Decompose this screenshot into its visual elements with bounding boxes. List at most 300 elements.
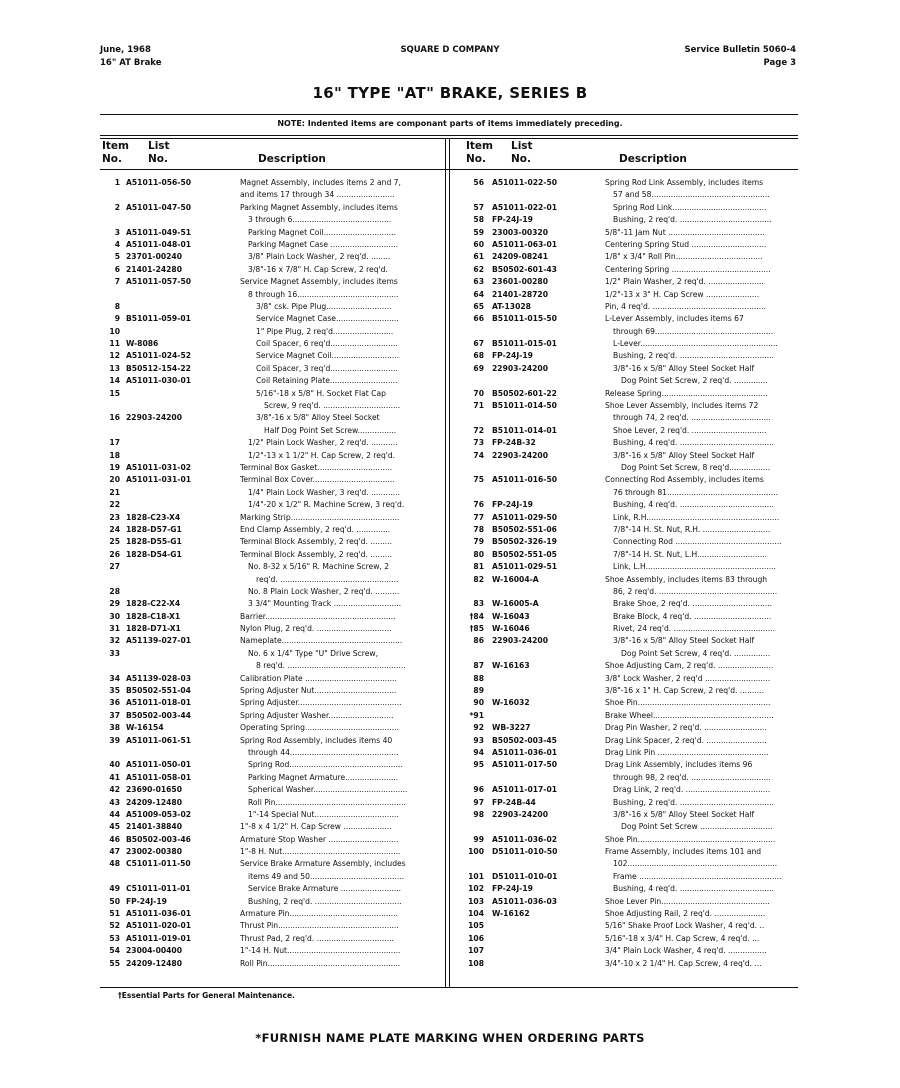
part-description: 76 through 81..............................................: [613, 487, 779, 497]
item-number: 43: [109, 797, 120, 807]
part-description: Brake Block, 4 req'd. ................................: [613, 611, 772, 621]
item-number: 46: [109, 834, 120, 844]
table-row: [462, 896, 800, 908]
table-row: [462, 301, 800, 313]
list-number: 21401-28720: [492, 289, 548, 299]
header-page: Page 3: [763, 58, 796, 68]
table-row: [98, 189, 438, 201]
item-number: 9: [114, 314, 120, 324]
item-number: 3: [114, 227, 120, 237]
item-number: 105: [468, 921, 484, 931]
table-row: [462, 561, 800, 573]
item-number: 15: [109, 388, 120, 398]
table-bottom-rule: [100, 987, 798, 988]
list-number: 22903-24200: [492, 450, 548, 460]
part-description: 3/8"-16 x 5/8" Alloy Steel Socket Half: [613, 363, 755, 373]
part-description: Shoe Lever, 2 req'd. ...............................: [613, 425, 767, 435]
header-date: June, 1968: [100, 45, 151, 55]
list-number: 21401-24280: [126, 264, 182, 274]
part-description: 1/8" x 3/4" Roll Pin....................................: [605, 252, 763, 262]
table-row: [462, 945, 800, 957]
table-row: [462, 412, 800, 424]
item-number: 5: [114, 252, 120, 262]
note-text: NOTE: Indented items are componant parts of items immediately preceding.: [277, 119, 623, 128]
part-description: Spring Rod Link.......................................: [613, 202, 767, 212]
list-number: B50502-601-43: [492, 264, 557, 274]
part-description: Frame Assembly, includes items 101 and: [605, 847, 762, 857]
table-row: [98, 883, 438, 895]
part-description: 1/2" Plain Lock Washer, 2 req'd. ...........: [248, 438, 398, 448]
table-row: [98, 685, 438, 697]
table-row: [462, 289, 800, 301]
item-number: 73: [473, 438, 484, 448]
table-row: [462, 784, 800, 796]
item-number: 10: [109, 326, 120, 336]
list-number: 1828-C18-X1: [126, 611, 181, 621]
item-number: 23: [109, 512, 120, 522]
list-number: B50502-003-45: [492, 735, 557, 745]
item-number: 96: [473, 785, 484, 795]
part-description: Roll Pin......................................................: [248, 797, 406, 807]
item-number: 47: [109, 847, 120, 857]
list-number: W-8086: [126, 339, 159, 349]
list-number: A51011-031-02: [126, 462, 192, 472]
part-description: Barrier......................................................: [240, 611, 396, 621]
part-description: Parking Magnet Case ............................: [248, 239, 399, 249]
list-number: A51011-061-51: [126, 735, 192, 745]
part-description: Bushing, 2 req'd. ....................................: [248, 896, 402, 906]
list-number: A51011-019-01: [126, 933, 192, 943]
item-number: 6: [114, 264, 120, 274]
part-description: 1/4"-20 x 1/2" R. Machine Screw, 3 req'd.: [248, 500, 405, 510]
item-number: 100: [468, 847, 484, 857]
list-number: FP-24J-19: [492, 351, 533, 361]
part-description: Shoe Adjusting Cam, 2 req'd. .......................: [605, 661, 774, 671]
item-number: 39: [109, 735, 120, 745]
table-row: [462, 239, 800, 251]
list-number: 1828-D57-G1: [126, 524, 182, 534]
part-description: req'd. .................................................: [256, 574, 399, 584]
list-number: 21401-38840: [126, 822, 182, 832]
part-description: Drag Link Assembly, includes items 96: [605, 760, 753, 770]
right-parts-list: [462, 177, 800, 970]
item-number: 79: [473, 537, 484, 547]
left-description-header: Description: [258, 153, 326, 165]
part-description: Dog Point Set Screw ..............................: [621, 822, 773, 832]
table-row: [462, 437, 800, 449]
table-row: [98, 425, 438, 437]
part-description: Pin, 4 req'd. ...............................................: [605, 301, 767, 311]
list-number: A51011-047-50: [126, 202, 192, 212]
part-description: Drag Link Pin ..............................................: [605, 747, 769, 757]
part-description: Shoe Lever Assembly, includes items 72: [605, 401, 759, 411]
part-description: Spring Adjuster...........................................: [240, 698, 402, 708]
list-number: A51011-056-50: [126, 178, 192, 187]
table-row: [462, 759, 800, 771]
table-row: [462, 858, 800, 870]
item-number: 40: [109, 760, 120, 770]
header-bulletin: Service Bulletin 5060-4: [684, 45, 796, 55]
part-description: 5/16"-18 x 3/4" H. Cap Screw, 4 req'd. ...: [605, 933, 760, 943]
part-description: items 49 and 50.......................................: [248, 871, 405, 881]
table-row: [98, 858, 438, 870]
list-number: W-16154: [126, 723, 164, 733]
part-description: through 74, 2 req'd. .................................: [613, 413, 771, 423]
item-number: 80: [473, 549, 484, 559]
table-row: [98, 586, 438, 598]
item-number: 97: [473, 797, 484, 807]
part-description: Service Brake Armature Assembly, includes: [240, 859, 406, 869]
footnote: †Essential Parts for General Maintenance.: [118, 991, 295, 1000]
table-row: [98, 759, 438, 771]
part-description: Spring Rod Link Assembly, includes items: [605, 178, 764, 187]
part-description: Connecting Rod ............................................: [613, 537, 782, 547]
part-description: 3 3/4" Mounting Track ............................: [248, 599, 402, 609]
page-title: 16" TYPE "AT" BRAKE, SERIES B: [312, 84, 588, 102]
item-number: 76: [473, 500, 484, 510]
table-row: [98, 611, 438, 623]
item-number: 103: [468, 896, 484, 906]
table-row: [98, 536, 438, 548]
list-number: A51011-049-51: [126, 227, 192, 237]
table-row: [462, 338, 800, 350]
item-number: 21: [109, 487, 120, 497]
part-description: Half Dog Point Set Screw................: [264, 425, 397, 435]
list-number: A51011-058-01: [126, 772, 192, 782]
item-number: 90: [473, 698, 484, 708]
table-row: [98, 437, 438, 449]
table-row: [98, 933, 438, 945]
left-list-header: List No.: [148, 140, 170, 165]
item-number: 56: [473, 178, 484, 187]
table-row: [98, 673, 438, 685]
list-number: A51011-029-50: [492, 512, 558, 522]
item-number: 18: [109, 450, 120, 460]
part-description: Release Spring............................................: [605, 388, 768, 398]
item-number: 33: [109, 648, 120, 658]
table-row: [98, 896, 438, 908]
list-number: 23004-00400: [126, 946, 182, 956]
table-row: [462, 660, 800, 672]
item-number: 36: [109, 698, 120, 708]
table-row: [98, 363, 438, 375]
part-description: through 69.................................................: [613, 326, 774, 336]
item-number: 89: [473, 686, 484, 696]
part-description: Nameplate..................................................: [240, 636, 403, 646]
part-description: Brake Shoe, 2 req'd. .................................: [613, 599, 773, 609]
item-number: 87: [473, 661, 484, 671]
item-number: 26: [109, 549, 120, 559]
list-number: W-16163: [492, 661, 530, 671]
item-number: 25: [109, 537, 120, 547]
part-description: Bushing, 4 req'd. .......................................: [613, 884, 774, 894]
table-row: [98, 809, 438, 821]
table-row: [98, 710, 438, 722]
item-number: 12: [109, 351, 120, 361]
table-row: [98, 945, 438, 957]
item-number: 53: [109, 933, 120, 943]
table-row: [98, 227, 438, 239]
table-row: [98, 821, 438, 833]
part-description: Terminal Box Gasket...............................: [240, 462, 393, 472]
part-description: Drag Link, 2 req'd. ...................................: [613, 785, 771, 795]
list-number: A51011-030-01: [126, 376, 192, 386]
table-row: [462, 487, 800, 499]
list-number: FP-24J-19: [492, 884, 533, 894]
part-description: 3/8"-16 x 1" H. Cap Screw, 2 req'd. ..........: [605, 686, 764, 696]
item-number: 32: [109, 636, 120, 646]
list-number: B51011-014-01: [492, 425, 557, 435]
table-row: [462, 264, 800, 276]
table-row: [462, 499, 800, 511]
item-number: 14: [109, 376, 120, 386]
part-description: 3/8"-16 x 5/8" Alloy Steel Socket: [256, 413, 380, 423]
item-number: 83: [473, 599, 484, 609]
part-description: Dog Point Set Screw, 2 req'd. ..............: [621, 376, 768, 386]
part-description: 1/2"-13 x 3" H. Cap Screw ......................: [605, 289, 760, 299]
list-number: 23003-00320: [492, 227, 548, 237]
item-number: 35: [109, 686, 120, 696]
table-row: [98, 561, 438, 573]
part-description: 3/8"-16 x 5/8" Alloy Steel Socket Half: [613, 809, 755, 819]
table-row: [98, 177, 438, 189]
part-description: Shoe Pin.........................................................: [605, 834, 776, 844]
table-row: [462, 202, 800, 214]
list-number: A51011-050-01: [126, 760, 192, 770]
item-number: 37: [109, 710, 120, 720]
part-description: Drag Pin Washer, 2 req'd. ..........................: [605, 723, 767, 733]
part-description: Centering Spring Stud ...............................: [605, 239, 767, 249]
list-number: B51011-014-50: [492, 401, 557, 411]
table-row: [462, 871, 800, 883]
table-row: [462, 462, 800, 474]
list-number: 22903-24200: [492, 363, 548, 373]
part-description: Spring Rod...............................................: [248, 760, 403, 770]
table-row: [98, 400, 438, 412]
part-description: Armature Stop Washer .............................: [240, 834, 399, 844]
table-row: [98, 784, 438, 796]
part-description: 1/4" Plain Lock Washer, 3 req'd. ............: [248, 487, 400, 497]
table-row: [462, 388, 800, 400]
item-number: 88: [473, 673, 484, 683]
list-number: 23701-00240: [126, 252, 182, 262]
table-row: [462, 846, 800, 858]
part-description: Coil Spacer, 6 req'd............................: [256, 339, 398, 349]
table-row: [462, 400, 800, 412]
list-number: D51011-010-50: [492, 847, 558, 857]
item-number: 93: [473, 735, 484, 745]
item-number: 41: [109, 772, 120, 782]
table-row: [462, 883, 800, 895]
table-row: [462, 908, 800, 920]
list-number: A51011-022-50: [492, 178, 558, 187]
part-description: Frame ...........................................................: [613, 871, 782, 881]
part-description: No. 6 x 1/4" Type "U" Drive Screw,: [248, 648, 379, 658]
table-row: [98, 313, 438, 325]
part-description: and items 17 through 34 ........................: [240, 190, 395, 200]
part-description: Parking Magnet Coil..............................: [248, 227, 397, 237]
table-row: [462, 821, 800, 833]
part-description: Operating Spring.......................................: [240, 723, 400, 733]
table-row: [98, 549, 438, 561]
part-description: Dog Point Set Screw, 8 req'd.................: [621, 462, 771, 472]
item-number: 20: [109, 475, 120, 485]
table-row: [98, 623, 438, 635]
table-row: [462, 524, 800, 536]
list-number: 1828-D71-X1: [126, 624, 181, 634]
list-number: A51011-057-50: [126, 277, 192, 287]
table-row: [98, 350, 438, 362]
part-description: Thrust Pin..................................................: [240, 921, 399, 931]
item-number: 27: [109, 562, 120, 572]
item-number: 60: [473, 239, 484, 249]
right-list-header: List No.: [511, 140, 533, 165]
table-row: [98, 871, 438, 883]
item-number: 28: [109, 586, 120, 596]
part-description: Parking Magnet Assembly, includes items: [240, 202, 398, 212]
table-row: [462, 809, 800, 821]
item-number: 107: [468, 946, 484, 956]
part-description: through 44.............................................: [248, 747, 399, 757]
item-number: 72: [473, 425, 484, 435]
item-number: †84: [469, 611, 484, 621]
part-description: Link, R.H.......................................................: [613, 512, 780, 522]
list-number: 1828-C22-X4: [126, 599, 181, 609]
list-number: FP-24J-19: [492, 500, 533, 510]
part-description: 1"-14 Special Nut...................................: [248, 809, 399, 819]
list-number: B51011-015-01: [492, 339, 557, 349]
item-number: 67: [473, 339, 484, 349]
table-row: [462, 722, 800, 734]
table-row: [98, 487, 438, 499]
item-number: 92: [473, 723, 484, 733]
table-row: [98, 648, 438, 660]
part-description: Service Magnet Case..........................: [256, 314, 399, 324]
part-description: End Clamp Assembly, 2 req'd. ..............: [240, 524, 391, 534]
table-row: [462, 363, 800, 375]
item-number: 22: [109, 500, 120, 510]
list-number: C51011-011-50: [126, 859, 191, 869]
part-description: Bushing, 4 req'd. .......................................: [613, 500, 774, 510]
table-row: [462, 635, 800, 647]
part-description: Bushing, 2 req'd. .......................................: [613, 351, 774, 361]
list-number: D51011-010-01: [492, 871, 558, 881]
header-right: [684, 44, 796, 70]
part-description: 3/8"-16 x 5/8" Alloy Steel Socket Half: [613, 450, 755, 460]
list-number: A51011-031-01: [126, 475, 192, 485]
column-divider-2: [449, 139, 450, 987]
list-number: A51139-027-01: [126, 636, 192, 646]
list-number: A51011-017-50: [492, 760, 558, 770]
list-number: 1828-C23-X4: [126, 512, 181, 522]
table-row: [98, 474, 438, 486]
left-parts-list: [98, 177, 438, 970]
list-number: A51009-053-02: [126, 809, 192, 819]
item-number: *91: [469, 710, 484, 720]
part-description: 102..............................................................: [613, 859, 778, 869]
list-number: A51011-036-02: [492, 834, 558, 844]
table-row: [462, 177, 800, 189]
table-row: [98, 697, 438, 709]
table-row: [98, 499, 438, 511]
item-number: 82: [473, 574, 484, 584]
item-number: 59: [473, 227, 484, 237]
table-row: [462, 313, 800, 325]
item-number: 1: [114, 178, 120, 187]
part-description: No. 8 Plain Lock Washer, 2 req'd. ..........: [248, 586, 400, 596]
item-number: 62: [473, 264, 484, 274]
list-number: 1828-D54-G1: [126, 549, 182, 559]
item-number: 55: [109, 958, 120, 968]
table-row: [98, 846, 438, 858]
table-row: [98, 388, 438, 400]
part-description: Centering Spring .........................................: [605, 264, 771, 274]
part-description: Shoe Pin.......................................................: [605, 698, 771, 708]
table-row: [98, 772, 438, 784]
item-number: 7: [114, 277, 120, 287]
list-number: A51011-020-01: [126, 921, 192, 931]
right-item-header: Item No.: [466, 140, 493, 165]
column-divider-1: [445, 139, 446, 987]
list-number: W-16162: [492, 909, 530, 919]
part-description: Rivet, 24 req'd. ..........................................: [613, 624, 775, 634]
item-number: 108: [468, 958, 484, 968]
table-row: [98, 251, 438, 263]
item-number: 75: [473, 475, 484, 485]
item-number: 104: [468, 909, 484, 919]
list-number: 24209-12480: [126, 958, 182, 968]
part-description: Coil Spacer, 3 req'd............................: [256, 363, 398, 373]
list-number: W-16005-A: [492, 599, 539, 609]
list-number: W-16004-A: [492, 574, 539, 584]
top-rule: [100, 114, 798, 115]
item-number: 65: [473, 301, 484, 311]
table-row: [462, 598, 800, 610]
item-number: 74: [473, 450, 484, 460]
part-description: Bushing, 2 req'd. ......................................: [613, 215, 772, 225]
right-description-header: Description: [619, 153, 687, 165]
part-description: 5/16"-18 x 5/8" H. Socket Flat Cap: [256, 388, 386, 398]
table-row: [98, 412, 438, 424]
table-row: [462, 611, 800, 623]
part-description: 7/8"-14 H. St. Nut, L.H.............................: [613, 549, 768, 559]
table-row: [98, 326, 438, 338]
item-number: 101: [468, 871, 484, 881]
table-row: [98, 462, 438, 474]
table-row: [98, 660, 438, 672]
table-row: [98, 301, 438, 313]
part-description: Connecting Rod Assembly, includes items: [605, 475, 764, 485]
list-number: A51011-036-03: [492, 896, 558, 906]
item-number: 81: [473, 562, 484, 572]
list-number: A51011-017-01: [492, 785, 558, 795]
part-description: Magnet Assembly, includes items 2 and 7,: [240, 178, 401, 187]
table-row: [462, 797, 800, 809]
list-number: A51011-018-01: [126, 698, 192, 708]
part-description: Service Magnet Coil............................: [256, 351, 400, 361]
item-number: 66: [473, 314, 484, 324]
part-description: 57 and 58.................................................: [613, 190, 770, 200]
table-row: [98, 524, 438, 536]
ordering-note: *FURNISH NAME PLATE MARKING WHEN ORDERING PARTS: [255, 1031, 645, 1045]
part-description: Armature Pin.............................................: [240, 909, 399, 919]
item-number: 49: [109, 884, 120, 894]
table-row: [462, 710, 800, 722]
header-company: SQUARE D COMPANY: [400, 45, 500, 55]
list-number: 23002-00380: [126, 847, 182, 857]
table-row: [98, 958, 438, 970]
list-number: A51011-022-01: [492, 202, 558, 212]
